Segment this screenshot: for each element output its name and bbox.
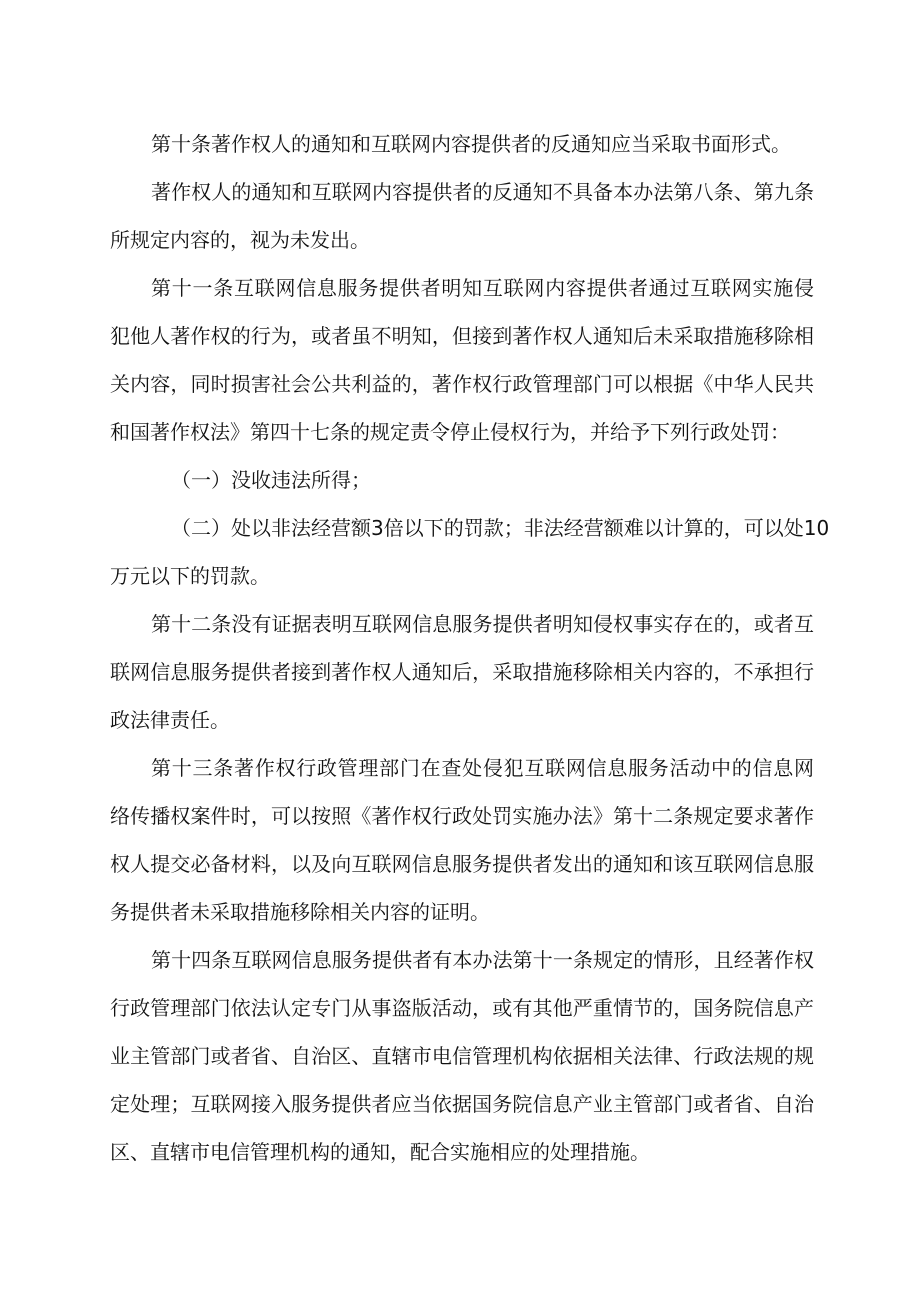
paragraph-article-11 — [110, 264, 814, 456]
text-line: 联网信息服务提供者接到著作权人通知后，采取措施移除相关内容的，不承担行 — [110, 660, 814, 684]
text-line: （一）没收违法所得； — [171, 468, 371, 492]
text-line: 权人提交必备材料，以及向互联网信息服务提供者发出的通知和该互联网信息服 — [110, 852, 814, 876]
text-line: 第十二条没有证据表明互联网信息服务提供者明知侵权事实存在的，或者互 — [151, 612, 814, 636]
text-line: 政法律责任。 — [110, 708, 230, 732]
text-line: 行政管理部门依法认定专门从事盗版活动，或有其他严重情节的，国务院信息产 — [110, 996, 814, 1020]
text-line: 著作权人的通知和互联网内容提供者的反通知不具备本办法第八条、第九条 — [151, 180, 814, 204]
paragraph-article-10 — [110, 120, 814, 168]
text-line: （二）处以非法经营额3倍以下的罚款；非法经营额难以计算的，可以处10 — [171, 516, 830, 540]
paragraph-article-10-notice — [110, 168, 814, 264]
text-line: 第十条著作权人的通知和互联网内容提供者的反通知应当采取书面形式。 — [151, 132, 791, 156]
text-line: 关内容，同时损害社会公共利益的，著作权行政管理部门可以根据《中华人民共 — [110, 372, 814, 396]
text-line: 和国著作权法》第四十七条的规定责令停止侵权行为，并给予下列行政处罚： — [110, 420, 790, 444]
paragraph-article-12 — [110, 600, 814, 744]
text-line: 业主管部门或者省、自治区、直辖市电信管理机构依据相关法律、行政法规的规 — [110, 1044, 814, 1068]
text-line: 第十一条互联网信息服务提供者明知互联网内容提供者通过互联网实施侵 — [151, 276, 814, 300]
text-line: 犯他人著作权的行为，或者虽不明知，但接到著作权人通知后未采取措施移除相 — [110, 324, 814, 348]
text-line: 所规定内容的，视为未发出。 — [110, 228, 370, 252]
text-line: 定处理；互联网接入服务提供者应当依据国务院信息产业主管部门或者省、自治 — [110, 1092, 814, 1116]
document-body — [110, 120, 830, 1176]
text-line: 区、直辖市电信管理机构的通知，配合实施相应的处理措施。 — [110, 1140, 650, 1164]
text-line: 万元以下的罚款。 — [110, 564, 270, 588]
paragraph-article-11-item-2 — [110, 504, 830, 600]
paragraph-article-11-item-1 — [110, 456, 814, 504]
paragraph-article-13 — [110, 744, 814, 936]
text-line: 第十三条著作权行政管理部门在查处侵犯互联网信息服务活动中的信息网 — [151, 756, 814, 780]
text-line: 务提供者未采取措施移除相关内容的证明。 — [110, 900, 490, 924]
paragraph-article-14 — [110, 936, 814, 1176]
text-line: 络传播权案件时，可以按照《著作权行政处罚实施办法》第十二条规定要求著作 — [110, 804, 814, 828]
text-line: 第十四条互联网信息服务提供者有本办法第十一条规定的情形，且经著作权 — [151, 948, 814, 972]
